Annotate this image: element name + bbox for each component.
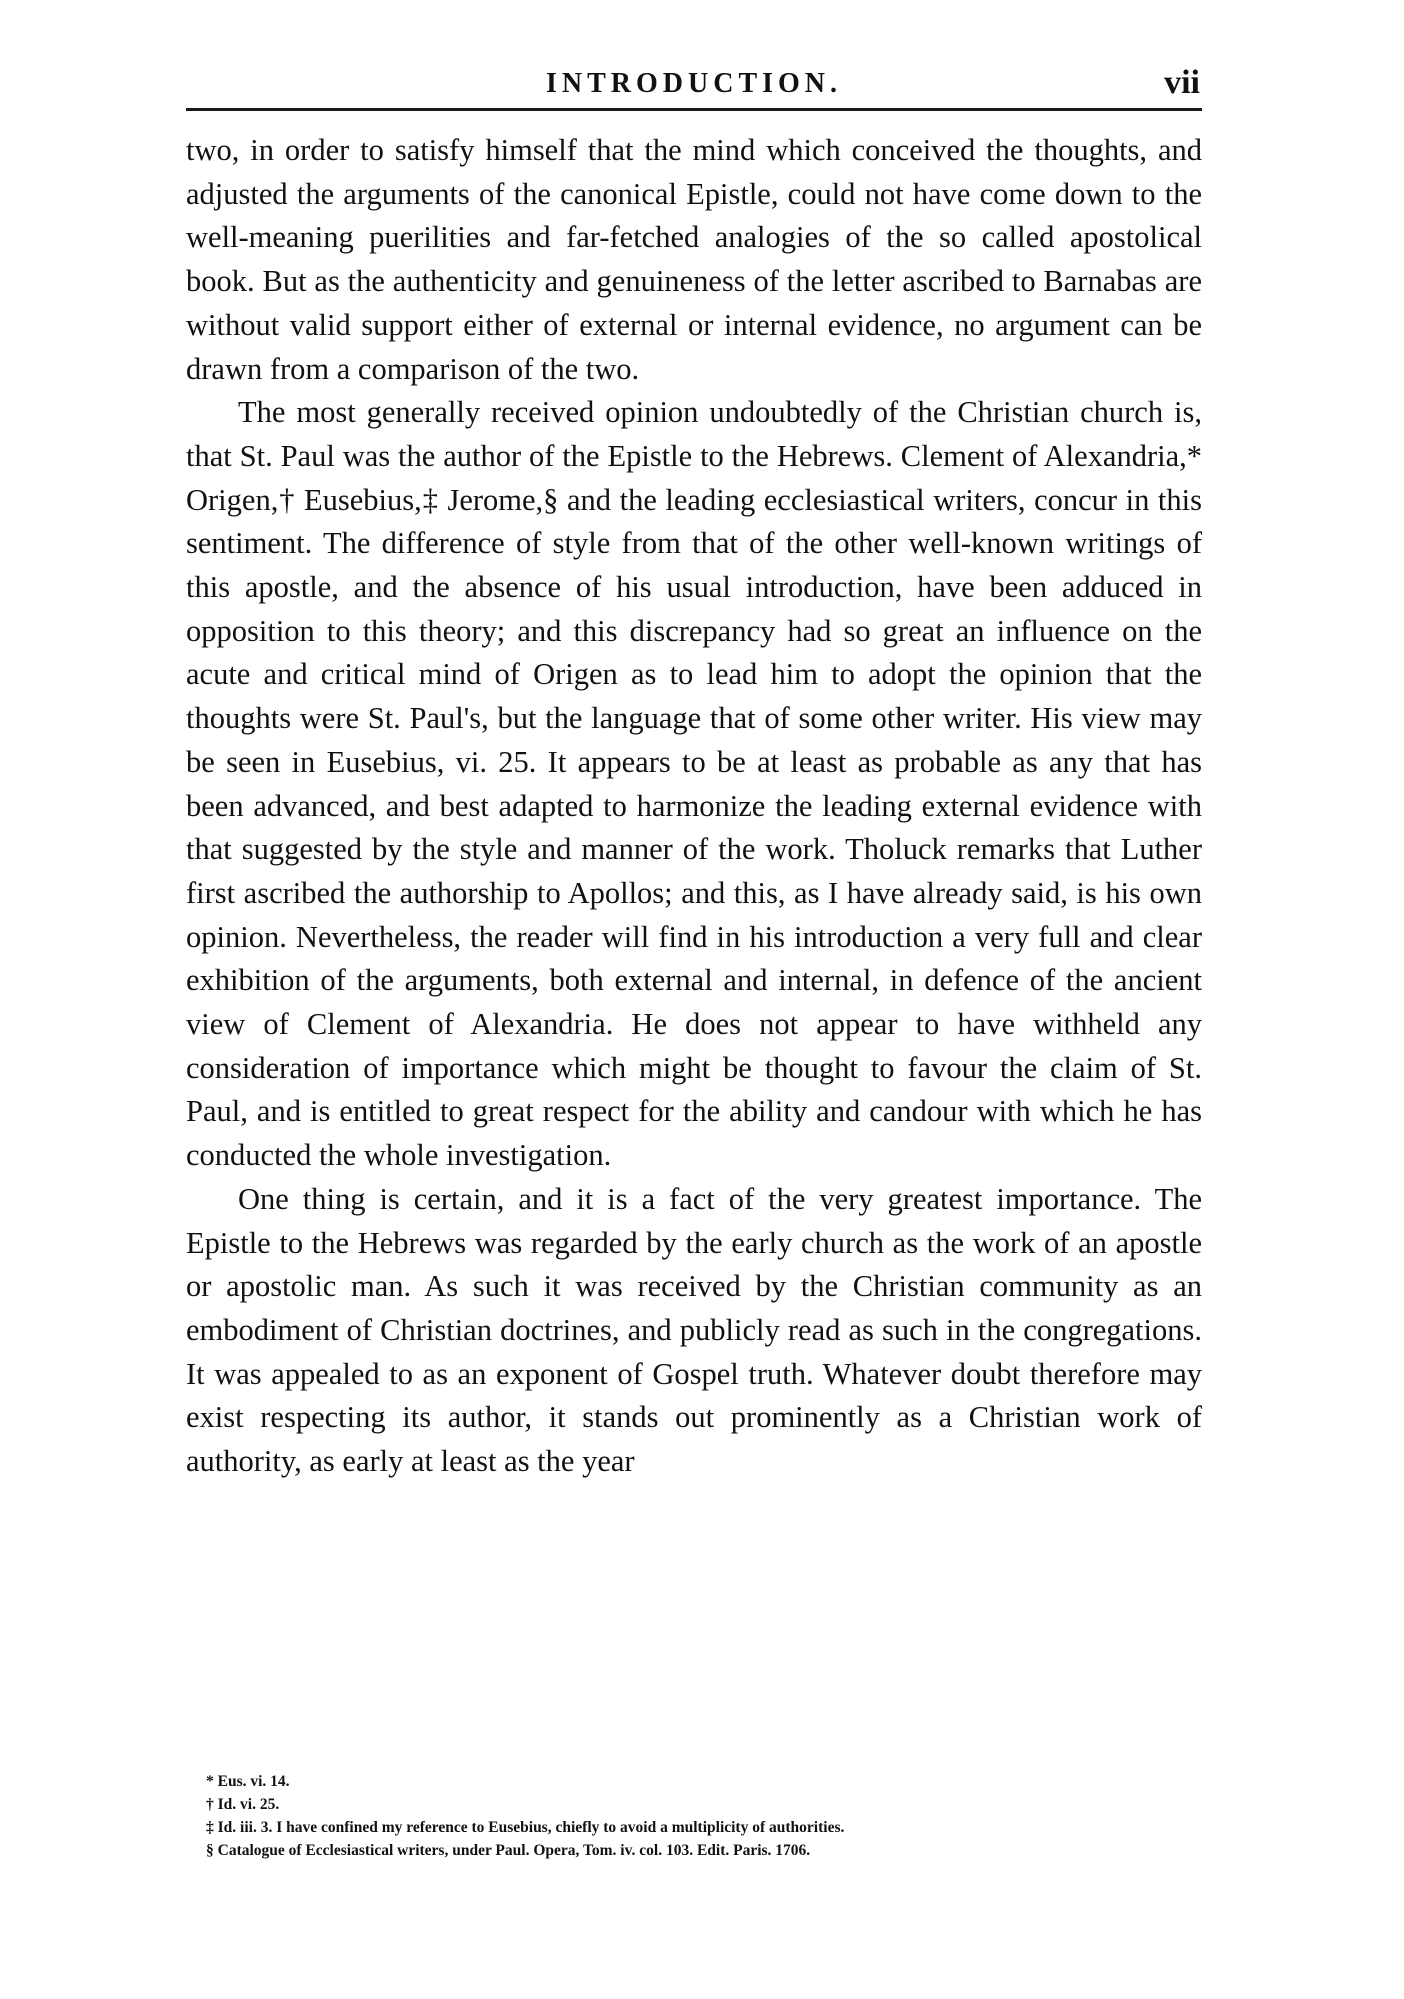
page-number: vii [1164,64,1200,101]
footnote-4: § Catalogue of Ecclesiastical writers, under Paul. Opera, Tom. iv. col. 103. Edit. Paris. 1706. [206,1842,811,1859]
footnotes [186,1770,1202,1862]
footnote-2: † Id. vi. 25. [206,1796,280,1813]
footnote-1: * Eus. vi. 14. [206,1773,290,1790]
paragraph-2: The most generally received opinion undoubtedly of the Christian church is, that St. Paul was the author of the Epistle to the Hebrews. Clement of Alexandria,* Origen,† Eusebius,‡ Jerome,§ and the leading ecclesiastical writers, concur in this sentiment. The difference of style from that of the other well-known writings of this apostle, and the absence of his usual introduction, have been adduced in opposition to this theory; and this discrepancy had so great an influence on the acute and critical mind of Origen as to lead him to adopt the opinion that the thoughts were St. Paul's, but the language that of some other writer. His view may be seen in Eusebius, vi. 25. It appears to be at least as probable as any that has been advanced, and best adapted to harmonize the leading external evidence with that suggested by the style and manner of the work. Tholuck remarks that Luther first ascribed the authorship to Apollos; and this, as I have already said, is his own opinion. Nevertheless, the reader will find in his introduction a very full and clear exhibition of the arguments, both external and internal, in defence of the ancient view of Clement of Alexandria. He does not appear to have withheld any consideration of importance which might be thought to favour the claim of St. Paul, and is entitled to great respect for the ability and candour with which he has conducted the whole investigation. [186,395,1202,1173]
paragraph-3: One thing is certain, and it is a fact of the very greatest importance. The Epistle to the Hebrews was regarded by the early church as the work of an apostle or apostolic man. As such it was received by the Christian community as an embodiment of Christian doctrines, and publicly read as such in the congregations. It was appealed to as an exponent of Gospel truth. Whatever doubt therefore may exist respecting its author, it stands out prominently as a Christian work of authority, as early at least as the year [186,1181,1202,1479]
footnote-3: ‡ Id. iii. 3. I have confined my reference to Eusebius, chiefly to avoid a multiplicity of authorities. [206,1819,845,1836]
paragraph-1: two, in order to satisfy himself that the mind which conceived the thoughts, and adjusted the arguments of the canonical Epistle, could not have come down to the well-meaning puerilities and far-fetched analogies of the so called apostolical book. But as the authenticity and genuineness of the letter ascribed to Barnabas are without valid support either of external or internal evidence, no argument can be drawn from a comparison of the two. [186,133,1202,386]
page [186,60,1202,1484]
body-text [186,129,1202,1484]
running-header [186,60,1202,111]
running-title: INTRODUCTION. [545,68,843,99]
